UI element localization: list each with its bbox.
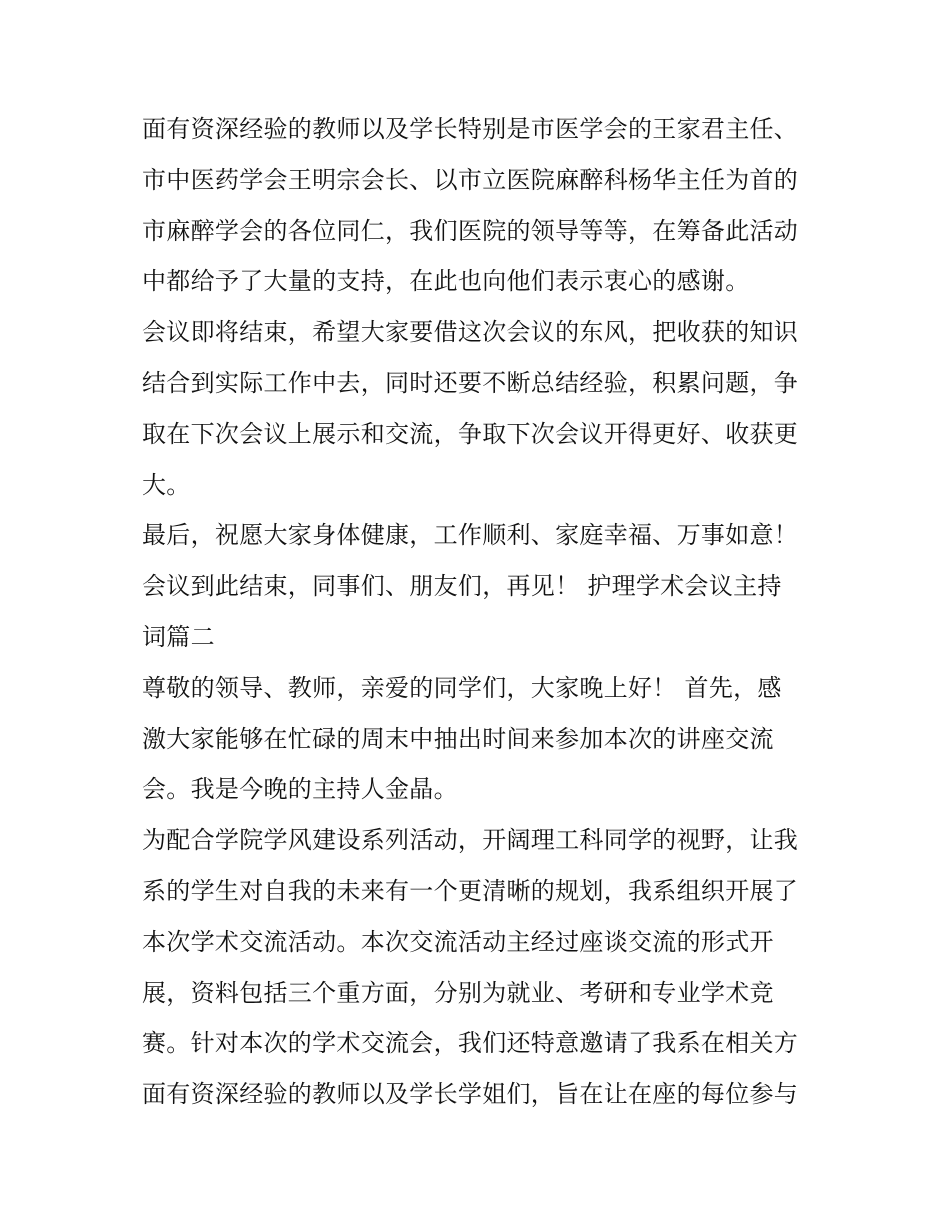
- text-line: 赛。针对本次的学术交流会，我们还特意邀请了我系在相关方: [142, 1029, 799, 1058]
- text-line: 系的学生对自我的未来有一个更清晰的规划，我系组织开展了: [142, 876, 799, 905]
- text-line: 结合到实际工作中去，同时还要不断总结经验，积累问题，争: [142, 368, 799, 397]
- text-line: 会议到此结束，同事们、朋友们，再见！ 护理学术会议主持: [142, 572, 782, 601]
- text-line: 会议即将结束，希望大家要借这次会议的东风，把收获的知识: [142, 318, 799, 347]
- body-text: [142, 104, 814, 1120]
- text-line: 市中医药学会王明宗会长、以市立医院麻醉科杨华主任为首的: [142, 165, 799, 194]
- text-line: 中都给予了大量的支持，在此也向他们表示衷心的感谢。: [142, 267, 750, 296]
- text-line: 词篇二: [142, 622, 215, 651]
- text-line: 面有资深经验的教师以及学长特别是市医学会的王家君主任、: [142, 115, 799, 143]
- text-line: 最后，祝愿大家身体健康，工作顺利、家庭幸福、万事如意！: [142, 521, 799, 550]
- text-line: 为配合学院学风建设系列活动，开阔理工科同学的视野，让我: [142, 826, 799, 855]
- text-line: 展，资料包括三个重方面，分别为就业、考研和专业学术竞: [142, 978, 774, 1007]
- text-line: 取在下次会议上展示和交流，争取下次会议开得更好、收获更: [142, 419, 799, 448]
- text-line: 面有资深经验的教师以及学长学姐们，旨在让在座的每位参与: [142, 1080, 799, 1109]
- text-line: 会。我是今晚的主持人金晶。: [142, 775, 458, 804]
- text-line: 大。: [142, 470, 191, 499]
- text-line: 激大家能够在忙碌的周末中抽出时间来参加本次的讲座交流: [142, 724, 774, 753]
- text-line: 市麻醉学会的各位同仁，我们医院的领导等等，在筹备此活动: [142, 216, 799, 245]
- text-line: 本次学术交流活动。本次交流活动主经过座谈交流的形式开: [142, 927, 774, 956]
- text-line: 尊敬的领导、教师，亲爱的同学们，大家晚上好！ 首先，感: [142, 673, 782, 702]
